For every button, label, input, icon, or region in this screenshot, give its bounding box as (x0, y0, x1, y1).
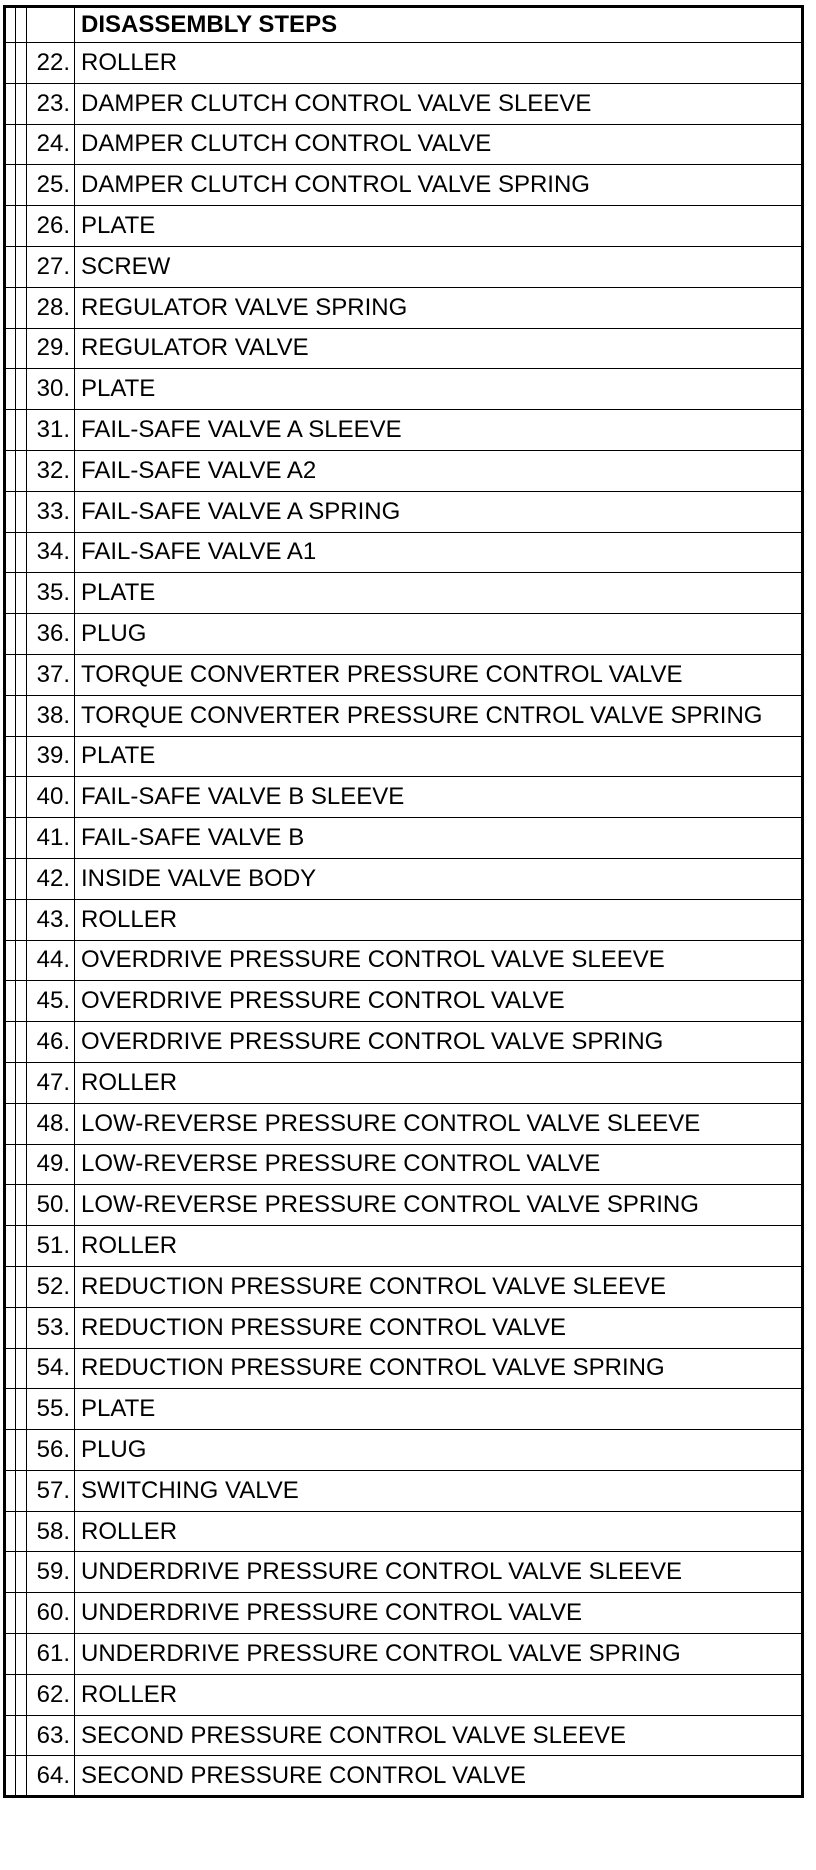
step-description: REDUCTION PRESSURE CONTROL VALVE (75, 1307, 803, 1348)
table-row (5, 981, 803, 1022)
margin-cell-a (5, 165, 16, 206)
margin-cell-b (16, 43, 27, 84)
margin-cell-a (5, 1593, 16, 1634)
margin-cell-a (5, 1470, 16, 1511)
step-number: 63. (27, 1715, 75, 1756)
step-number: 64. (27, 1756, 75, 1797)
table-row (5, 287, 803, 328)
margin-cell-a (5, 899, 16, 940)
margin-cell-a (5, 7, 16, 43)
step-description: PLUG (75, 614, 803, 655)
step-number: 49. (27, 1144, 75, 1185)
margin-cell-b (16, 1756, 27, 1797)
margin-cell-a (5, 43, 16, 84)
step-description: REGULATOR VALVE SPRING (75, 287, 803, 328)
margin-cell-a (5, 328, 16, 369)
step-number: 33. (27, 491, 75, 532)
step-number: 26. (27, 206, 75, 247)
margin-cell-b (16, 124, 27, 165)
margin-cell-a (5, 1062, 16, 1103)
step-description: OVERDRIVE PRESSURE CONTROL VALVE SLEEVE (75, 940, 803, 981)
table-row (5, 1348, 803, 1389)
margin-cell-b (16, 1715, 27, 1756)
step-description: TORQUE CONVERTER PRESSURE CNTROL VALVE SPRING (75, 695, 803, 736)
margin-cell-a (5, 450, 16, 491)
table-row (5, 165, 803, 206)
margin-cell-b (16, 328, 27, 369)
step-description: PLUG (75, 1430, 803, 1471)
step-description: FAIL-SAFE VALVE A SPRING (75, 491, 803, 532)
step-number: 24. (27, 124, 75, 165)
margin-cell-b (16, 654, 27, 695)
margin-cell-a (5, 246, 16, 287)
step-description: TORQUE CONVERTER PRESSURE CONTROL VALVE (75, 654, 803, 695)
step-number: 61. (27, 1634, 75, 1675)
margin-cell-a (5, 1674, 16, 1715)
step-number: 43. (27, 899, 75, 940)
table-row (5, 450, 803, 491)
margin-cell-b (16, 165, 27, 206)
step-number: 55. (27, 1389, 75, 1430)
step-description: ROLLER (75, 1674, 803, 1715)
margin-cell-a (5, 491, 16, 532)
step-description: ROLLER (75, 1062, 803, 1103)
table-row (5, 1552, 803, 1593)
margin-cell-b (16, 83, 27, 124)
step-number: 25. (27, 165, 75, 206)
margin-cell-a (5, 369, 16, 410)
margin-cell-a (5, 981, 16, 1022)
step-number: 54. (27, 1348, 75, 1389)
step-number: 38. (27, 695, 75, 736)
table-row (5, 246, 803, 287)
table-row (5, 573, 803, 614)
table-header-row (5, 7, 803, 43)
margin-cell-a (5, 1511, 16, 1552)
margin-cell-a (5, 695, 16, 736)
margin-cell-a (5, 818, 16, 859)
table-row (5, 1470, 803, 1511)
margin-cell-a (5, 1307, 16, 1348)
step-number: 31. (27, 410, 75, 451)
table-row (5, 1634, 803, 1675)
margin-cell-b (16, 1348, 27, 1389)
step-description: OVERDRIVE PRESSURE CONTROL VALVE (75, 981, 803, 1022)
margin-cell-a (5, 1715, 16, 1756)
table-row (5, 328, 803, 369)
table-row (5, 491, 803, 532)
table-row (5, 818, 803, 859)
step-number: 30. (27, 369, 75, 410)
step-number: 62. (27, 1674, 75, 1715)
margin-cell-a (5, 1430, 16, 1471)
step-description: DAMPER CLUTCH CONTROL VALVE SLEEVE (75, 83, 803, 124)
table-row (5, 1715, 803, 1756)
step-description: SCREW (75, 246, 803, 287)
step-number: 46. (27, 1022, 75, 1063)
margin-cell-b (16, 1022, 27, 1063)
step-number: 48. (27, 1103, 75, 1144)
step-number: 40. (27, 777, 75, 818)
margin-cell-b (16, 818, 27, 859)
margin-cell-b (16, 695, 27, 736)
margin-cell-a (5, 532, 16, 573)
step-number: 34. (27, 532, 75, 573)
step-description: OVERDRIVE PRESSURE CONTROL VALVE SPRING (75, 1022, 803, 1063)
margin-cell-b (16, 1634, 27, 1675)
margin-cell-b (16, 450, 27, 491)
margin-cell-a (5, 206, 16, 247)
margin-cell-b (16, 206, 27, 247)
margin-cell-b (16, 777, 27, 818)
margin-cell-a (5, 1103, 16, 1144)
table-row (5, 1226, 803, 1267)
margin-cell-b (16, 532, 27, 573)
step-description: ROLLER (75, 899, 803, 940)
step-number: 42. (27, 858, 75, 899)
margin-cell-a (5, 777, 16, 818)
table-row (5, 1593, 803, 1634)
step-description: REDUCTION PRESSURE CONTROL VALVE SLEEVE (75, 1266, 803, 1307)
margin-cell-b (16, 1511, 27, 1552)
step-number: 23. (27, 83, 75, 124)
margin-cell-a (5, 1389, 16, 1430)
margin-cell-a (5, 1185, 16, 1226)
step-description: DAMPER CLUTCH CONTROL VALVE SPRING (75, 165, 803, 206)
margin-cell-a (5, 940, 16, 981)
step-description: SECOND PRESSURE CONTROL VALVE SLEEVE (75, 1715, 803, 1756)
step-description: LOW-REVERSE PRESSURE CONTROL VALVE SLEEVE (75, 1103, 803, 1144)
margin-cell-a (5, 614, 16, 655)
table-row (5, 369, 803, 410)
step-description: REDUCTION PRESSURE CONTROL VALVE SPRING (75, 1348, 803, 1389)
margin-cell-b (16, 940, 27, 981)
table-row (5, 83, 803, 124)
table-row (5, 410, 803, 451)
table-row (5, 614, 803, 655)
table-row (5, 654, 803, 695)
margin-cell-b (16, 369, 27, 410)
margin-cell-a (5, 1144, 16, 1185)
margin-cell-a (5, 1266, 16, 1307)
step-description: SWITCHING VALVE (75, 1470, 803, 1511)
margin-cell-b (16, 287, 27, 328)
margin-cell-a (5, 1022, 16, 1063)
margin-cell-a (5, 1552, 16, 1593)
table-row (5, 777, 803, 818)
margin-cell-b (16, 1552, 27, 1593)
step-number: 60. (27, 1593, 75, 1634)
margin-cell-a (5, 654, 16, 695)
table-row (5, 1266, 803, 1307)
table-row (5, 1389, 803, 1430)
margin-cell-b (16, 573, 27, 614)
margin-cell-a (5, 858, 16, 899)
step-description: FAIL-SAFE VALVE A1 (75, 532, 803, 573)
margin-cell-b (16, 1389, 27, 1430)
step-number: 56. (27, 1430, 75, 1471)
margin-cell-b (16, 410, 27, 451)
table-row (5, 1307, 803, 1348)
step-description: DAMPER CLUTCH CONTROL VALVE (75, 124, 803, 165)
step-description: FAIL-SAFE VALVE B SLEEVE (75, 777, 803, 818)
step-number: 44. (27, 940, 75, 981)
margin-cell-a (5, 1634, 16, 1675)
step-number: 37. (27, 654, 75, 695)
margin-cell-b (16, 1674, 27, 1715)
step-number: 28. (27, 287, 75, 328)
margin-cell-b (16, 1226, 27, 1267)
steps-table-body (5, 7, 803, 1797)
step-description: FAIL-SAFE VALVE B (75, 818, 803, 859)
step-description: UNDERDRIVE PRESSURE CONTROL VALVE SPRING (75, 1634, 803, 1675)
step-number: 32. (27, 450, 75, 491)
margin-cell-b (16, 1185, 27, 1226)
table-row (5, 1062, 803, 1103)
step-number: 22. (27, 43, 75, 84)
margin-cell-b (16, 1144, 27, 1185)
table-row (5, 736, 803, 777)
margin-cell-a (5, 736, 16, 777)
margin-cell-b (16, 1593, 27, 1634)
step-number: 57. (27, 1470, 75, 1511)
table-row (5, 1756, 803, 1797)
step-number: 53. (27, 1307, 75, 1348)
table-row (5, 43, 803, 84)
margin-cell-b (16, 1307, 27, 1348)
table-row (5, 1674, 803, 1715)
margin-cell-a (5, 1226, 16, 1267)
margin-cell-b (16, 491, 27, 532)
margin-cell-a (5, 1348, 16, 1389)
margin-cell-b (16, 1266, 27, 1307)
margin-cell-a (5, 410, 16, 451)
step-description: PLATE (75, 1389, 803, 1430)
table-row (5, 532, 803, 573)
step-number: 47. (27, 1062, 75, 1103)
margin-cell-a (5, 124, 16, 165)
table-row (5, 858, 803, 899)
step-number: 59. (27, 1552, 75, 1593)
step-number: 51. (27, 1226, 75, 1267)
margin-cell-b (16, 246, 27, 287)
table-row (5, 124, 803, 165)
margin-cell-a (5, 1756, 16, 1797)
step-description: LOW-REVERSE PRESSURE CONTROL VALVE (75, 1144, 803, 1185)
step-number: 45. (27, 981, 75, 1022)
step-number: 36. (27, 614, 75, 655)
table-row (5, 206, 803, 247)
step-description: PLATE (75, 206, 803, 247)
step-description: ROLLER (75, 1511, 803, 1552)
step-description: PLATE (75, 573, 803, 614)
step-description: FAIL-SAFE VALVE A2 (75, 450, 803, 491)
table-row (5, 940, 803, 981)
margin-cell-a (5, 573, 16, 614)
margin-cell-b (16, 981, 27, 1022)
table-row (5, 899, 803, 940)
table-row (5, 1103, 803, 1144)
table-row (5, 1430, 803, 1471)
step-number: 41. (27, 818, 75, 859)
step-description: UNDERDRIVE PRESSURE CONTROL VALVE SLEEVE (75, 1552, 803, 1593)
step-number: 58. (27, 1511, 75, 1552)
step-description: ROLLER (75, 43, 803, 84)
table-row (5, 1022, 803, 1063)
margin-cell-b (16, 736, 27, 777)
margin-cell-b (16, 899, 27, 940)
step-description: SECOND PRESSURE CONTROL VALVE (75, 1756, 803, 1797)
step-description: UNDERDRIVE PRESSURE CONTROL VALVE (75, 1593, 803, 1634)
header-number-cell (27, 7, 75, 43)
margin-cell-b (16, 1062, 27, 1103)
step-number: 52. (27, 1266, 75, 1307)
margin-cell-b (16, 1430, 27, 1471)
step-description: PLATE (75, 736, 803, 777)
step-number: 35. (27, 573, 75, 614)
step-description: INSIDE VALVE BODY (75, 858, 803, 899)
step-number: 27. (27, 246, 75, 287)
margin-cell-b (16, 7, 27, 43)
disassembly-steps-table (3, 5, 804, 1798)
step-number: 50. (27, 1185, 75, 1226)
step-number: 39. (27, 736, 75, 777)
table-row (5, 695, 803, 736)
step-description: REGULATOR VALVE (75, 328, 803, 369)
margin-cell-a (5, 287, 16, 328)
margin-cell-b (16, 614, 27, 655)
margin-cell-b (16, 1103, 27, 1144)
margin-cell-b (16, 858, 27, 899)
step-description: PLATE (75, 369, 803, 410)
step-description: FAIL-SAFE VALVE A SLEEVE (75, 410, 803, 451)
table-row (5, 1185, 803, 1226)
margin-cell-a (5, 83, 16, 124)
table-row (5, 1144, 803, 1185)
table-header-title: DISASSEMBLY STEPS (75, 7, 803, 43)
step-number: 29. (27, 328, 75, 369)
table-row (5, 1511, 803, 1552)
margin-cell-b (16, 1470, 27, 1511)
step-description: ROLLER (75, 1226, 803, 1267)
step-description: LOW-REVERSE PRESSURE CONTROL VALVE SPRING (75, 1185, 803, 1226)
